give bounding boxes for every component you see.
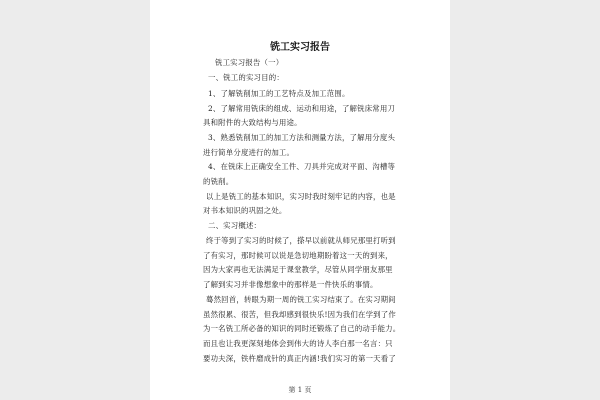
purpose-item-2: 2、了解常用铣床的组成、运动和用途，了解铣床常用刀 (208, 104, 396, 113)
purpose-item-1: 1、了解铣削加工的工艺特点及加工范围。 (208, 89, 350, 98)
purpose-item-4: 4、在铣床上正确安全工件、刀具并完成对平面、沟槽等 (208, 162, 396, 171)
overview-paragraph-1-line-3: 因为大家再也无法满足于课堂教学，尽管从同学朋友那里 (203, 265, 393, 274)
report-subtitle: 铣工实习报告（一） (215, 58, 284, 67)
overview-paragraph-2-line-2: 虽然很累、很苦，但我却感到很快乐!因为我们在学到了作 (203, 310, 396, 319)
summary-paragraph-cont: 对书本知识的巩固之处。 (203, 206, 287, 215)
purpose-item-4-cont: 的铣削。 (203, 177, 234, 186)
overview-paragraph-2-line-4: 而且也让我更深刻地体会到伟大的诗人李白那一名言：只 (203, 339, 393, 348)
summary-paragraph: 以上是铣工的基本知识，实习时我时刻牢记的内容，也是 (206, 192, 396, 201)
overview-paragraph-2-line-3: 为一名铣工所必备的知识的同时还锻炼了自己的动手能力。 (203, 324, 401, 333)
section-heading-overview: 二、实习概述： (208, 221, 262, 230)
overview-paragraph-1-line-4: 了解到实习并非像想象中的那样是一件快乐的事情。 (203, 280, 378, 289)
overview-paragraph-1-line-2: 了有实习，那时候可以说是急切地期盼着这一天的到来， (203, 251, 393, 260)
page-number-footer: 第 1 页 (288, 386, 312, 394)
purpose-item-3: 3、熟悉铣削加工的加工方法和测量方法，了解用分度头 (208, 133, 396, 142)
section-heading-purpose: 一、铣工的实习目的： (208, 73, 284, 82)
overview-paragraph-1: 终于等到了实习的时候了，搽早以前就从师兄那里打听到 (206, 236, 396, 245)
overview-paragraph-2-line-5: 要功夫深，铁杵磨成针的真正内涵!我们实习的第一天看了 (203, 354, 396, 363)
purpose-item-2-cont: 具和附件的大致结构与用途。 (203, 118, 302, 127)
document-page (150, 0, 450, 400)
purpose-item-3-cont: 进行简单分度进行的加工。 (203, 148, 295, 157)
report-title: 铣工实习报告 (270, 42, 330, 53)
overview-paragraph-2: 蓦然回首，转眼为期一周的铣工实习结束了。在实习期间 (206, 295, 396, 304)
